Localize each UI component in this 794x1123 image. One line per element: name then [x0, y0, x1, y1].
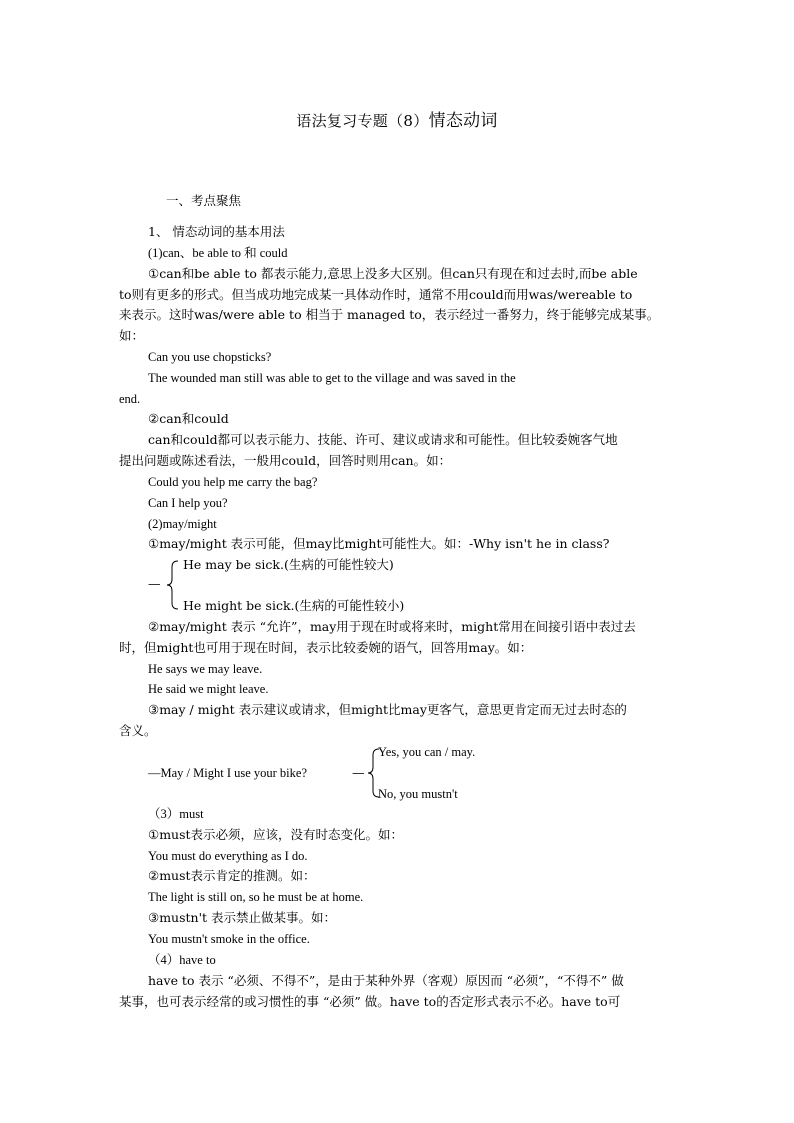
- example-sentence: The wounded man still was able to get to the village and was saved in the: [148, 371, 516, 385]
- subsection-heading: 1、 情态动词的基本用法: [148, 224, 285, 239]
- left-brace-icon: [166, 560, 182, 610]
- example-sentence: You must do everything as I do.: [148, 849, 308, 863]
- option-line: He may be sick.(生病的可能性较大): [183, 557, 394, 572]
- paragraph-line: ①can和be able to 都表示能力,意思上没多大区别。但can只有现在和过去时,而be able: [148, 266, 638, 281]
- answer-line: Yes, you can / may.: [378, 745, 476, 759]
- paragraph-line: 如：: [119, 328, 145, 343]
- paragraph-line: 提出问题或陈述看法，一般用could，回答时则用can。如：: [119, 453, 452, 468]
- example-sentence: The light is still on, so he must be at home.: [148, 890, 364, 904]
- paragraph-line: 某事，也可表示经常的或习惯性的事 “必须” 做。have to的否定形式表示不必。have to可: [119, 994, 621, 1009]
- part2-heading: (2)may/might: [148, 517, 217, 531]
- example-sentence: He says we may leave.: [148, 662, 263, 676]
- paragraph-line: to则有更多的形式。但当成功地完成某一具体动作时，通常不用could而用was/wereable to: [119, 287, 633, 302]
- part4-heading: （4）have to: [148, 953, 216, 967]
- example-sentence: He said we might leave.: [148, 682, 269, 696]
- paragraph-line: 时，但might也可用于现在时间，表示比较委婉的语气，回答用may。如：: [119, 640, 533, 655]
- answer-line: No, you mustn't: [378, 787, 458, 801]
- paragraph-line: ③mustn't 表示禁止做某事。如：: [148, 910, 337, 925]
- paragraph-line: ①must表示必须，应该，没有时态变化。如：: [148, 827, 404, 842]
- example-sentence: Can you use chopsticks?: [148, 350, 272, 364]
- part1-heading: (1)can、be able to 和 could: [148, 246, 288, 260]
- option-line: He might be sick.(生病的可能性较小): [183, 598, 405, 613]
- section-heading: 一、考点聚焦: [166, 193, 242, 208]
- example-sentence: Can I help you?: [148, 496, 228, 510]
- paragraph-line: have to 表示 “必须、不得不”，是由于某种外界（客观）原因而 “必须”，“不得不” 做: [148, 973, 624, 988]
- paragraph-line: ②may/might 表示 “允许”，may用于现在时或将来时，might常用在间接引语中表过去: [148, 619, 636, 634]
- subpoint-heading: ②can和could: [148, 411, 229, 426]
- part3-heading: （3）must: [148, 807, 204, 821]
- paragraph-line: 来表示。这时was/were able to 相当于 managed to，表示经过一番努力，终于能够完成某事。: [119, 307, 660, 322]
- page-title: [0, 106, 794, 131]
- answer-dash: —: [148, 576, 161, 591]
- paragraph-line: ③may / might 表示建议或请求，但might比may更客气，意思更肯定而无过去时态的: [148, 702, 627, 717]
- paragraph-line: 含义。: [119, 723, 157, 738]
- example-sentence: end.: [119, 392, 141, 406]
- example-sentence: Could you help me carry the bag?: [148, 475, 318, 489]
- title-main: 情态动词: [428, 111, 498, 131]
- title-prefix: 语法复习专题（8）: [296, 112, 429, 130]
- question-line: —May / Might I use your bike?: [148, 766, 308, 780]
- answer-dash: —: [352, 765, 365, 780]
- example-sentence: You mustn't smoke in the office.: [148, 932, 310, 946]
- paragraph-line: can和could都可以表示能力、技能、许可、建议或请求和可能性。但比较委婉客气地: [148, 432, 618, 447]
- paragraph-line: ①may/might 表示可能，但may比might可能性大。如：-Why isn't he in class?: [148, 536, 610, 551]
- paragraph-line: ②must表示肯定的推测。如：: [148, 868, 316, 883]
